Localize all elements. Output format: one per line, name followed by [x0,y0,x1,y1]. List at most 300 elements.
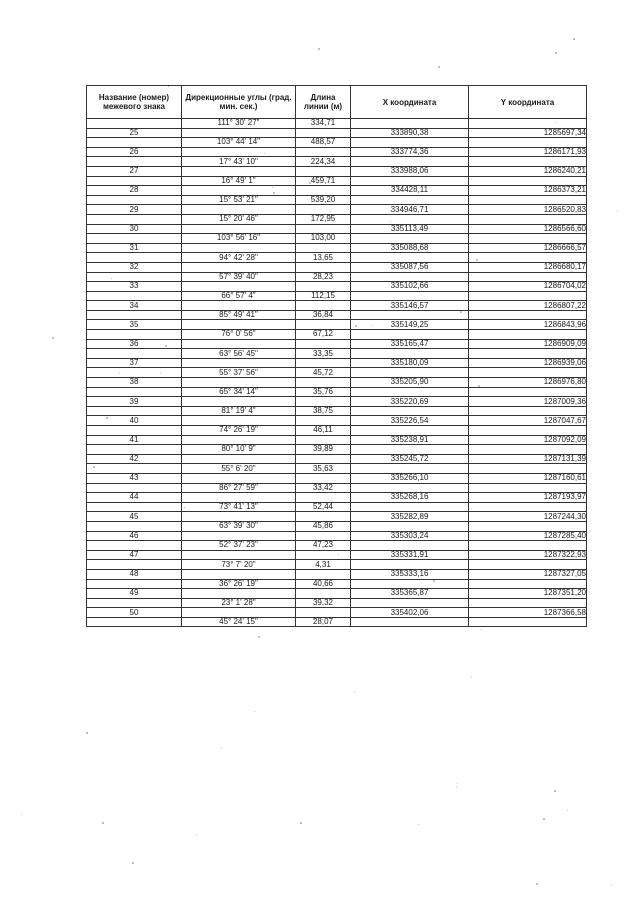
segment-y-cell [469,598,587,608]
segment-name-cell [87,138,182,148]
y-coordinate: 1287351,20 [469,589,587,599]
segment-x-cell [351,445,469,455]
point-angle-cell [182,435,296,445]
point-row [87,531,587,541]
segment-y-cell [469,368,587,378]
x-coordinate: 335303,24 [351,531,469,541]
segment-x-cell [351,521,469,531]
segment-x-cell [351,138,469,148]
segment-name-cell [87,521,182,531]
point-length-cell [296,435,351,445]
segment-row [87,234,587,244]
segment-name-cell [87,330,182,340]
segment-x-cell [351,119,469,129]
segment-row [87,598,587,608]
segment-name-cell [87,195,182,205]
scan-speck [21,814,22,815]
scan-speck [457,783,458,784]
segment-x-cell [351,579,469,589]
scan-speck [476,259,478,261]
point-length-cell [296,282,351,292]
segment-x-cell [351,406,469,416]
point-angle-cell [182,320,296,330]
segment-row [87,330,587,340]
point-name: 35 [87,320,182,330]
point-name: 49 [87,589,182,599]
point-name: 37 [87,358,182,368]
direction-angle: 15° 53' 21" [182,195,296,205]
scan-speck [309,182,311,184]
point-row [87,454,587,464]
scan-speck [573,38,575,40]
scan-speck [258,636,260,638]
point-row [87,224,587,234]
scan-speck [300,822,302,824]
y-coordinate: 1287244,30 [469,512,587,522]
scan-speck [132,862,134,864]
segment-x-cell [351,234,469,244]
y-coordinate: 1287131,39 [469,454,587,464]
point-length-cell [296,166,351,176]
point-row [87,166,587,176]
y-coordinate: 1285697,34 [469,128,587,138]
segment-y-cell [469,560,587,570]
direction-angle: 103° 56' 16" [182,234,296,244]
line-length: 35,63 [296,464,351,474]
direction-angle: 15° 20' 46" [182,214,296,224]
line-length: 45,86 [296,521,351,531]
point-angle-cell [182,262,296,272]
point-row [87,493,587,503]
point-name: 40 [87,416,182,426]
scan-speck [318,48,320,50]
line-length: 35,76 [296,387,351,397]
segment-name-cell [87,464,182,474]
segment-name-cell [87,426,182,436]
scan-speck [165,345,167,347]
point-row [87,550,587,560]
segment-row [87,272,587,282]
segment-row [87,387,587,397]
segment-row [87,195,587,205]
segment-row [87,349,587,359]
direction-angle: 103° 44' 14" [182,138,296,148]
line-length: 39,32 [296,598,351,608]
segment-row [87,119,587,129]
segment-y-cell [469,234,587,244]
header-point-name: Название (номер) межевого знака [87,86,182,119]
scan-speck [93,466,95,468]
point-length-cell [296,473,351,483]
scan-speck [184,507,185,508]
segment-row [87,521,587,531]
line-length: 112,15 [296,291,351,301]
x-coordinate: 335238,91 [351,435,469,445]
line-length: 33,42 [296,483,351,493]
scan-speck [478,385,480,387]
segment-name-cell [87,349,182,359]
point-angle-cell [182,550,296,560]
scan-speck [460,311,462,313]
segment-name-cell [87,598,182,608]
scan-speck [536,883,538,885]
direction-angle: 63° 56' 45" [182,349,296,359]
y-coordinate: 1286666,57 [469,243,587,253]
point-name: 26 [87,147,182,157]
line-length: 13,65 [296,253,351,263]
x-coordinate: 335365,87 [351,589,469,599]
scan-speck [438,66,440,68]
point-length-cell [296,243,351,253]
point-angle-cell [182,339,296,349]
segment-row [87,541,587,551]
direction-angle: 76° 0' 56" [182,330,296,340]
point-angle-cell [182,205,296,215]
x-coordinate: 335113,49 [351,224,469,234]
segment-y-cell [469,157,587,167]
point-row [87,320,587,330]
x-coordinate: 335333,16 [351,569,469,579]
segment-name-cell [87,368,182,378]
segment-y-cell [469,253,587,263]
segment-name-cell [87,541,182,551]
point-name: 38 [87,378,182,388]
point-length-cell [296,569,351,579]
segment-row [87,291,587,301]
point-row [87,205,587,215]
line-length: 488,57 [296,138,351,148]
direction-angle: 85° 49' 41" [182,310,296,320]
y-coordinate: 1286520,83 [469,205,587,215]
segment-x-cell [351,253,469,263]
direction-angle: 80° 10' 9" [182,445,296,455]
segment-name-cell [87,119,182,129]
segment-row [87,464,587,474]
segment-x-cell [351,330,469,340]
point-angle-cell [182,243,296,253]
segment-x-cell [351,272,469,282]
scan-speck [355,325,357,327]
y-coordinate: 1287366,58 [469,608,587,618]
y-coordinate: 1287193,97 [469,493,587,503]
y-coordinate: 1286843,96 [469,320,587,330]
segment-y-cell [469,214,587,224]
segment-name-cell [87,272,182,282]
x-coordinate: 335146,57 [351,301,469,311]
table-header-row [87,86,587,119]
point-name: 39 [87,397,182,407]
point-angle-cell [182,301,296,311]
point-length-cell [296,339,351,349]
segment-name-cell [87,502,182,512]
segment-row [87,157,587,167]
scan-speck [543,818,545,820]
segment-y-cell [469,138,587,148]
point-row [87,262,587,272]
point-length-cell [296,512,351,522]
segment-name-cell [87,157,182,167]
y-coordinate: 1286976,80 [469,378,587,388]
line-length: 172,95 [296,214,351,224]
scan-speck [264,153,265,154]
segment-name-cell [87,617,182,627]
point-angle-cell [182,147,296,157]
line-length: 40,66 [296,579,351,589]
segment-row [87,176,587,186]
point-length-cell [296,397,351,407]
segment-y-cell [469,464,587,474]
scan-speck [196,835,197,836]
x-coordinate: 335245,72 [351,454,469,464]
segment-y-cell [469,483,587,493]
point-row [87,512,587,522]
segment-y-cell [469,195,587,205]
x-coordinate: 335149,25 [351,320,469,330]
point-angle-cell [182,128,296,138]
segment-y-cell [469,521,587,531]
point-angle-cell [182,454,296,464]
segment-x-cell [351,214,469,224]
y-coordinate: 1286566,60 [469,224,587,234]
point-length-cell [296,301,351,311]
segment-x-cell [351,560,469,570]
x-coordinate: 335205,90 [351,378,469,388]
point-row [87,186,587,196]
point-name: 43 [87,473,182,483]
line-length: 45,72 [296,368,351,378]
segment-x-cell [351,349,469,359]
line-length: 28,07 [296,617,351,627]
point-angle-cell [182,473,296,483]
point-angle-cell [182,493,296,503]
scan-speck [52,337,54,339]
point-name: 25 [87,128,182,138]
y-coordinate: 1286240,21 [469,166,587,176]
direction-angle: 111° 30' 27" [182,119,296,129]
point-row [87,569,587,579]
segment-name-cell [87,310,182,320]
point-length-cell [296,416,351,426]
line-length: 36,84 [296,310,351,320]
scan-speck [168,86,169,87]
point-name: 33 [87,282,182,292]
segment-y-cell [469,310,587,320]
y-coordinate: 1286373,21 [469,186,587,196]
segment-x-cell [351,291,469,301]
segment-row [87,579,587,589]
x-coordinate: 335102,66 [351,282,469,292]
line-length: 334,71 [296,119,351,129]
point-name: 46 [87,531,182,541]
segment-y-cell [469,426,587,436]
segment-y-cell [469,387,587,397]
x-coordinate: 335266,10 [351,473,469,483]
direction-angle: 63° 39' 30" [182,521,296,531]
point-row [87,608,587,618]
point-angle-cell [182,397,296,407]
direction-angle: 57° 39' 40" [182,272,296,282]
x-coordinate: 335331,91 [351,550,469,560]
point-length-cell [296,531,351,541]
line-length: 539,20 [296,195,351,205]
segment-x-cell [351,464,469,474]
direction-angle: 73° 7' 20" [182,560,296,570]
segment-row [87,502,587,512]
segment-row [87,214,587,224]
segment-x-cell [351,426,469,436]
direction-angle: 86° 27' 59" [182,483,296,493]
segment-row [87,253,587,263]
point-angle-cell [182,224,296,234]
y-coordinate: 1287322,93 [469,550,587,560]
segment-name-cell [87,483,182,493]
point-row [87,147,587,157]
point-length-cell [296,589,351,599]
segment-name-cell [87,214,182,224]
segment-name-cell [87,234,182,244]
line-length: 52,44 [296,502,351,512]
segment-x-cell [351,502,469,512]
segment-row [87,310,587,320]
x-coordinate: 333988,06 [351,166,469,176]
line-length: 67,12 [296,330,351,340]
scan-speck [86,732,88,734]
direction-angle: 55° 6' 20" [182,464,296,474]
segment-name-cell [87,579,182,589]
scan-speck [401,571,403,573]
segment-x-cell [351,483,469,493]
point-length-cell [296,262,351,272]
segment-y-cell [469,617,587,627]
segment-row [87,406,587,416]
scan-speck [572,271,573,272]
segment-x-cell [351,387,469,397]
segment-name-cell [87,406,182,416]
point-row [87,301,587,311]
point-name: 42 [87,454,182,464]
x-coordinate: 335087,56 [351,262,469,272]
point-row [87,589,587,599]
point-name: 48 [87,569,182,579]
line-length: 28,23 [296,272,351,282]
scan-speck [433,580,435,582]
segment-name-cell [87,291,182,301]
segment-row [87,138,587,148]
point-name: 28 [87,186,182,196]
point-length-cell [296,205,351,215]
segment-row [87,445,587,455]
header-x-coordinate: X координата [351,86,469,119]
line-length: 46,11 [296,426,351,436]
x-coordinate: 335226,54 [351,416,469,426]
point-name: 50 [87,608,182,618]
segment-row [87,560,587,570]
segment-x-cell [351,310,469,320]
point-angle-cell [182,358,296,368]
x-coordinate: 334946,71 [351,205,469,215]
segment-y-cell [469,119,587,129]
direction-angle: 74° 26' 19" [182,426,296,436]
point-angle-cell [182,166,296,176]
line-length: 224,34 [296,157,351,167]
point-angle-cell [182,186,296,196]
x-coordinate: 335165,47 [351,339,469,349]
y-coordinate: 1286939,06 [469,358,587,368]
x-coordinate: 335220,69 [351,397,469,407]
y-coordinate: 1287047,67 [469,416,587,426]
segment-y-cell [469,176,587,186]
header-y-coordinate: Y координата [469,86,587,119]
segment-row [87,368,587,378]
point-row [87,473,587,483]
line-length: 459,71 [296,176,351,186]
point-length-cell [296,186,351,196]
point-name: 32 [87,262,182,272]
segment-name-cell [87,445,182,455]
y-coordinate: 1287009,36 [469,397,587,407]
point-name: 41 [87,435,182,445]
point-name: 34 [87,301,182,311]
x-coordinate: 335088,68 [351,243,469,253]
segment-name-cell [87,253,182,263]
point-row [87,378,587,388]
point-angle-cell [182,512,296,522]
direction-angle: 81° 19' 4" [182,406,296,416]
y-coordinate: 1286909,09 [469,339,587,349]
line-length: 38,75 [296,406,351,416]
point-name: 47 [87,550,182,560]
scan-speck [617,211,618,212]
line-length: 4,31 [296,560,351,570]
segment-x-cell [351,598,469,608]
header-direction-angle: Дирекционные углы (град. мин. сек.) [182,86,296,119]
direction-angle: 52° 37' 23" [182,541,296,551]
segment-row [87,617,587,627]
point-length-cell [296,378,351,388]
segment-x-cell [351,541,469,551]
scan-speck [273,192,275,194]
direction-angle: 94° 42' 28" [182,253,296,263]
scan-speck [354,691,355,692]
line-length: 39,89 [296,445,351,455]
y-coordinate: 1286807,22 [469,301,587,311]
point-name: 45 [87,512,182,522]
point-angle-cell [182,531,296,541]
x-coordinate: 333774,36 [351,147,469,157]
scan-speck [554,790,556,792]
y-coordinate: 1287092,09 [469,435,587,445]
segment-name-cell [87,387,182,397]
y-coordinate: 1287160,61 [469,473,587,483]
line-length: 33,35 [296,349,351,359]
scan-speck [313,618,315,620]
point-angle-cell [182,416,296,426]
direction-angle: 73° 41' 13" [182,502,296,512]
segment-x-cell [351,176,469,186]
x-coordinate: 335180,09 [351,358,469,368]
scan-speck [106,417,108,419]
point-length-cell [296,358,351,368]
point-length-cell [296,320,351,330]
point-angle-cell [182,282,296,292]
x-coordinate: 335282,89 [351,512,469,522]
scan-speck [102,822,104,824]
x-coordinate: 334428,11 [351,186,469,196]
segment-name-cell [87,176,182,186]
table-body [87,119,587,627]
scan-speck [611,884,612,885]
point-row [87,358,587,368]
